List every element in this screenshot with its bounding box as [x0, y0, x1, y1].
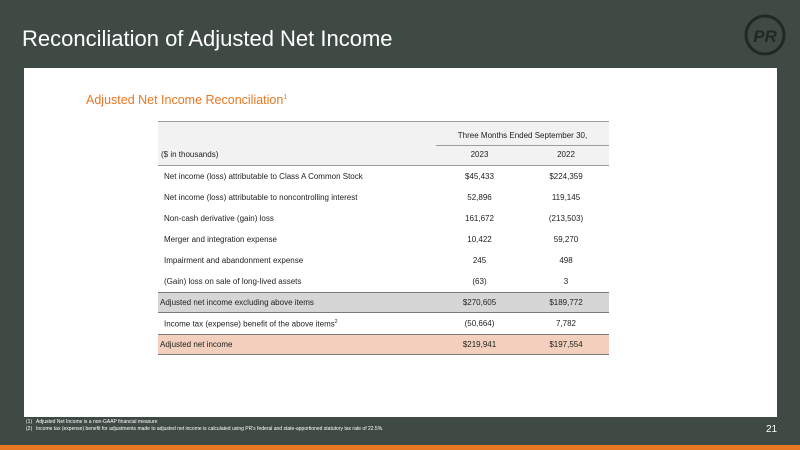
row-label: Non-cash derivative (gain) loss [164, 214, 274, 223]
pr-logo-icon [743, 13, 787, 57]
tax-footnote-ref: 2 [334, 318, 338, 325]
value-2022: 3 [563, 277, 569, 286]
table-row [158, 229, 609, 250]
tax-2023: (50,664) [464, 319, 495, 328]
value-2022: (213,503) [548, 214, 584, 223]
tax-row [158, 313, 609, 334]
total-label: Adjusted net income [160, 340, 233, 349]
subtotal-label: Adjusted net income excluding above items [160, 298, 314, 307]
row-label: Impairment and abandonment expense [164, 256, 304, 265]
footnote-num: (1) [26, 419, 33, 425]
row-label: (Gain) loss on sale of long-lived assets [164, 277, 302, 286]
right-border [777, 68, 800, 417]
value-2022: $224,359 [549, 172, 583, 181]
tax-label-wrap [164, 319, 338, 329]
logo-text: PR [753, 27, 777, 46]
row-label: Net income (loss) attributable to Class A Common Stock [164, 172, 363, 181]
unit-label: ($ in thousands) [161, 150, 219, 159]
value-2023: $45,433 [465, 172, 494, 181]
row-label: Net income (loss) attributable to noncontrolling interest [164, 193, 358, 202]
row-label: Merger and integration expense [164, 235, 277, 244]
reconciliation-table [158, 166, 609, 355]
value-2023: 52,896 [467, 193, 492, 202]
total-row [158, 334, 609, 355]
value-2023: (63) [472, 277, 487, 286]
total-2023: $219,941 [462, 340, 497, 349]
table-row [158, 250, 609, 271]
footnote-text: Income tax (expense) benefit for adjustments made to adjusted net income is calculated using PR's federal and state-apportioned statutory tax rate of 22.5%. [36, 426, 384, 432]
value-2023: 245 [472, 256, 487, 265]
tax-2022: 7,782 [555, 319, 577, 328]
subtotal-2023: $270,605 [462, 298, 497, 307]
table-row [158, 166, 609, 187]
subtotal-row [158, 292, 609, 313]
value-2023: 10,422 [467, 235, 492, 244]
subtitle-footnote-ref: 1 [283, 93, 288, 101]
header-bar [0, 0, 800, 68]
value-2022: 119,145 [551, 193, 581, 202]
footnote-num: (2) [26, 426, 33, 432]
subtitle-text: Adjusted Net Income Reconciliation [86, 93, 284, 107]
year-header-2022: 2022 [557, 150, 575, 159]
section-subtitle [86, 93, 287, 107]
table-row [158, 271, 609, 292]
footnote-2 [26, 426, 384, 432]
total-2022: $197,554 [549, 340, 583, 349]
page-number: 21 [766, 424, 778, 435]
value-2022: 498 [559, 256, 573, 265]
subtotal-2022: $189,772 [549, 298, 583, 307]
footnote-text: Adjusted Net Income is a non-GAAP financial measure [36, 419, 158, 425]
table-row [158, 208, 609, 229]
tax-label: Income tax (expense) benefit of the above items [164, 319, 335, 329]
value-2023: 161,672 [465, 214, 494, 223]
table-row [158, 187, 609, 208]
year-header-2023: 2023 [470, 150, 489, 159]
footer-accent-stripe [0, 445, 800, 450]
left-border [0, 68, 24, 417]
footnote-1 [26, 419, 157, 425]
period-header: Three Months Ended September 30, [436, 131, 609, 146]
page-title: Reconciliation of Adjusted Net Income [22, 26, 393, 51]
value-2022: 59,270 [553, 235, 579, 244]
